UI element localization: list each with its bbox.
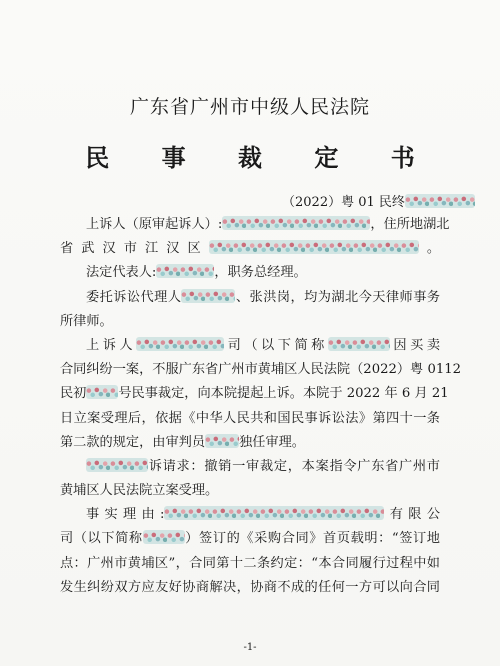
text-line-9: 日立案受理后，依据《中华人民共和国民事诉讼法》第四十一条 (60, 410, 440, 426)
text-line-15: 点：广州市黄埔区”，合同第十二条约定：“本合同履行过程中如 (60, 555, 440, 571)
redaction-mark (143, 530, 185, 544)
redaction-mark (156, 264, 214, 278)
text-line-5: 所律师。 (60, 313, 113, 329)
text-line-14: 司（以下简称 ）签订的《采购合同》首页载明：“签订地 (60, 531, 440, 547)
redaction-mark (405, 194, 475, 208)
redaction-mark (328, 337, 390, 351)
text-line-6: 上诉人 司（以下简称 因买卖 (86, 337, 441, 353)
redaction-mark (222, 216, 370, 230)
text-line-1: 上诉人（原审起诉人）: ，住所地湖北 (86, 217, 450, 232)
redaction-mark (181, 289, 235, 303)
document-body (60, 213, 461, 600)
text-line-10: 第二款的规定，由审判员 独任审理。 (60, 434, 305, 450)
text-line-2: 省武汉市江汉区 。 (60, 241, 440, 257)
text-line-12: 黄埔区人民法院立案受理。 (60, 483, 219, 499)
redaction-mark (86, 458, 148, 472)
court-name: 广东省广州市中级人民法院 (129, 96, 370, 118)
redaction-mark (205, 434, 239, 448)
case-number-text: （2022）粤 01 民终 (282, 195, 405, 210)
text-line-16: 发生纠纷双方应友好协商解决，协商不成的任何一方可以向合同 (60, 579, 440, 595)
text-line-8: 民初 号民事裁定，向本院提起上诉。本院于 2022 年 6 月 21 (60, 386, 449, 402)
text-line-11: 诉请求：撤销一审裁定，本案指令广东省广州市 (60, 455, 440, 479)
text-line-3: 法定代表人: ，职务总经理。 (86, 265, 307, 281)
text-line-4: 委托诉讼代理人 、张洪岗，均为湖北今天律师事务 (86, 289, 441, 305)
redaction-mark (86, 385, 118, 399)
case-number (282, 191, 475, 210)
redaction-mark (136, 337, 224, 351)
text-line-13: 事实理由: 有限公 (86, 507, 441, 523)
page-number: -1- (243, 642, 257, 653)
document-title: 民 事 裁 定 书 (85, 143, 437, 172)
redaction-mark (164, 506, 384, 520)
redaction-mark (209, 240, 419, 254)
text-line-7: 合同纠纷一案，不服广东省广州市黄埔区人民法院（2022）粤 0112 (60, 362, 461, 378)
